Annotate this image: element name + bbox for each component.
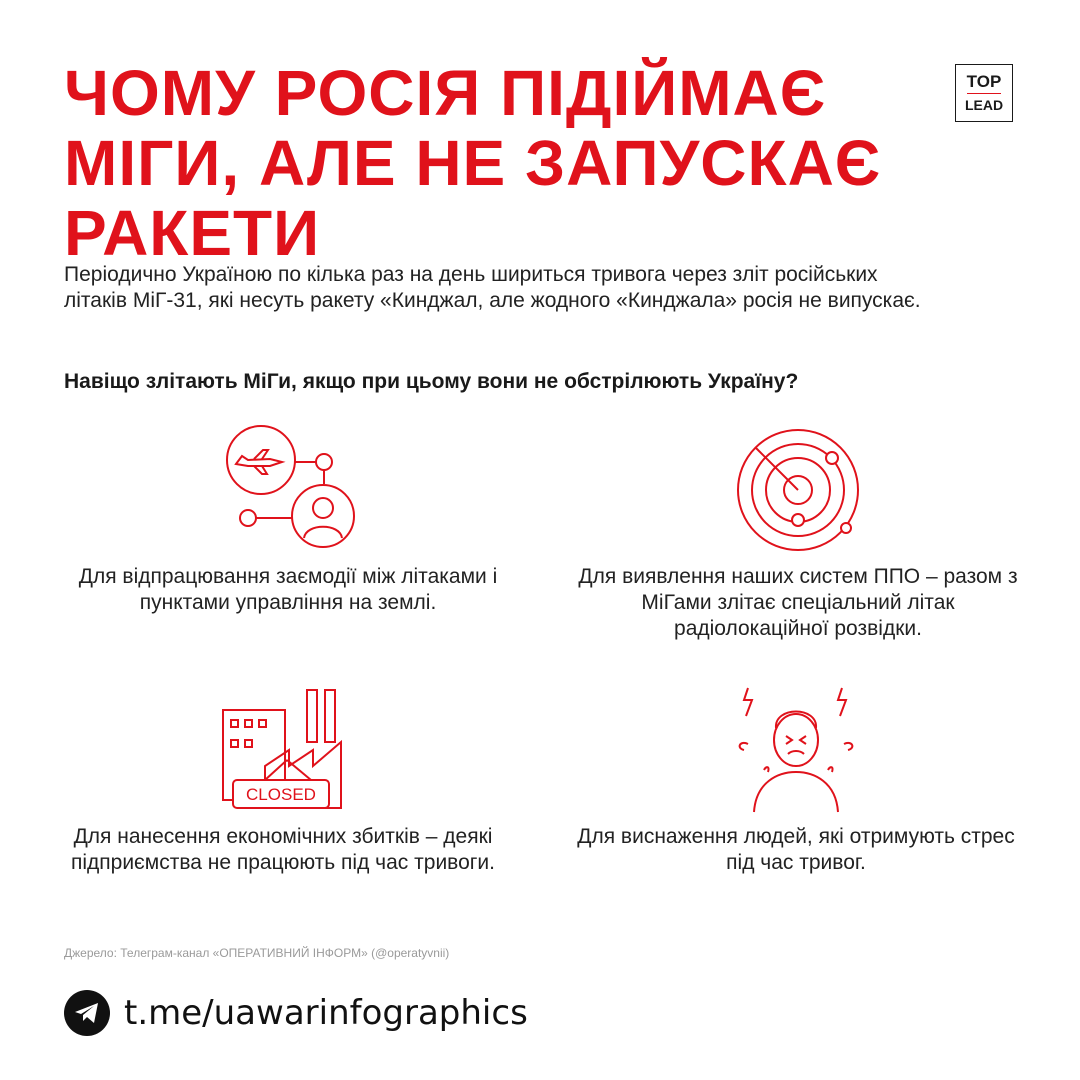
telegram-link[interactable]: t.me/uawarinfographics xyxy=(124,993,528,1033)
logo-top: TOP xyxy=(967,73,1002,94)
intro-text: Періодично Україною по кілька раз на день шириться тривога через зліт російських літаків МіГ-31, які несуть ракету «Кинджал, але жодного «Кинджала» росія не випускає. xyxy=(64,263,921,312)
reason-card xyxy=(63,686,503,876)
title-line: МІГИ, АЛЕ НЕ ЗАПУСКАЄ xyxy=(64,127,882,199)
source-note: Джерело: Телеграм-канал «ОПЕРАТИВНИЙ ІНФОРМ» (@operatyvnii) xyxy=(64,946,450,960)
page-title xyxy=(64,58,944,268)
top-lead-logo xyxy=(955,64,1013,122)
reason-card xyxy=(68,422,508,616)
paper-plane-icon xyxy=(74,1002,100,1024)
telegram-icon[interactable] xyxy=(64,990,110,1036)
reason-card xyxy=(576,686,1016,876)
reason-card xyxy=(578,428,1018,642)
reason-text: Для виявлення наших систем ППО – разом з МіГами злітає спеціальний літак радіолокаційної розвідки. xyxy=(578,565,1018,640)
title-line: РАКЕТИ xyxy=(64,197,321,269)
radar-icon xyxy=(736,428,860,552)
telegram-footer[interactable] xyxy=(64,990,528,1036)
reason-text: Для виснаження людей, які отримують стрес під час тривог. xyxy=(577,825,1015,874)
reason-text: Для нанесення економічних збитків – деякі підприємства не працюють під час тривоги. xyxy=(70,825,495,874)
question-heading: Навіщо злітають МіГи, якщо при цьому вони не обстрілюють Україну? xyxy=(64,370,799,393)
closed-factory-icon xyxy=(221,686,345,814)
aircraft-network-icon xyxy=(218,422,358,554)
logo-lead: LEAD xyxy=(964,97,1004,113)
title-line: ЧОМУ РОСІЯ ПІДІЙМАЄ xyxy=(64,57,827,129)
reason-text: Для відпрацювання заємодії між літаками і пунктами управління на землі. xyxy=(78,565,498,614)
closed-sign: CLOSED xyxy=(246,785,316,804)
stressed-person-icon xyxy=(734,686,858,814)
